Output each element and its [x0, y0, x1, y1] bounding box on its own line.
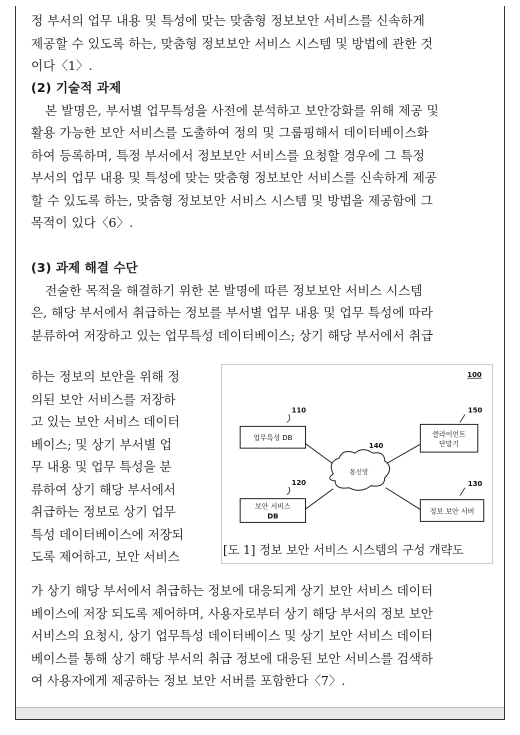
intro-line: 정 부서의 업무 내용 및 특성에 맞는 맞춤형 정보보안 서비스를 신속하게	[31, 13, 425, 28]
connector-line	[304, 489, 334, 511]
paragraph-line: 목적이 있다〈6〉.	[31, 215, 134, 230]
connector-line	[386, 488, 421, 510]
ref-label-client: 150	[467, 406, 483, 415]
paragraph-line: 은, 해당 부서에서 취급하는 정보를 부서별 업무 내용 및 업무 특성에 따라	[31, 305, 433, 320]
ref-label-db1: 110	[291, 406, 307, 415]
section-heading-solution: (3) 과제 해결 수단	[31, 260, 138, 275]
leader-line	[287, 415, 290, 423]
client-label-line2: 단말기	[439, 440, 460, 449]
paragraph-line: 베이스를 통해 상기 해당 부서의 취급 정보에 대응된 보안 서비스를 검색하	[31, 650, 433, 666]
network-label: 통신망	[349, 467, 369, 476]
db2-label-line1: 보안 서비스	[255, 502, 291, 511]
ref-label-db2: 120	[291, 478, 307, 487]
db2-label-line2: DB	[267, 512, 279, 521]
page-bottom-band	[16, 707, 504, 719]
intro-paragraph	[31, 10, 493, 78]
wrap-line: 베이스; 및 상기 부서별 업	[31, 436, 172, 452]
wrap-line: 하는 정보의 보안을 위해 정	[31, 369, 180, 384]
server-label: 정보 보안 서버	[429, 507, 475, 516]
continued-paragraph	[31, 580, 493, 693]
connector-line	[386, 444, 421, 464]
paragraph-line: 베이스에 저장 되도록 제어하며, 사용자로부터 상기 해당 부서의 정보 보안	[31, 605, 433, 621]
intro-line: 이다〈1〉.	[31, 58, 93, 73]
paragraph-line: 서비스의 요청시, 상기 업무특성 데이터베이스 및 상기 보안 서비스 데이터	[31, 628, 433, 643]
wrap-line: 무 내용 및 업무 특성을 분	[31, 459, 172, 474]
figure-caption: [도 1] 정보 보안 서비스 시스템의 구성 개략도	[223, 543, 464, 557]
leader-line	[287, 487, 290, 495]
client-label-line1: 클라이언트	[432, 430, 466, 439]
paragraph-line: 전술한 목적을 해결하기 위한 본 발명에 따른 정보보안 서비스 시스템	[45, 282, 423, 298]
wrap-line: 고 있는 보안 서비스 데이터	[31, 414, 180, 429]
paragraph-line: 하여 등록하며, 특정 부서에서 정보보안 서비스를 요청할 경우에 그 특정	[31, 147, 425, 163]
wrap-line: 도록 제어하고, 보안 서비스	[31, 549, 180, 564]
wrap-line: 류하여 상기 해당 부서에서	[31, 481, 176, 497]
wrapped-text-column	[31, 366, 216, 569]
ref-label-network: 140	[368, 442, 384, 451]
connector-line	[304, 442, 334, 464]
leader-line	[460, 488, 465, 496]
paragraph-line: 가 상기 해당 부서에서 취급하는 정보에 대응되게 상기 보안 서비스 데이터	[31, 583, 433, 598]
paragraph-line: 할 수 있도록 하는, 맞춤형 정보보안 서비스 시스템 및 방법을 제공함에 그	[31, 192, 433, 208]
paragraph-line: 여 사용자에게 제공하는 정보 보안 서버를 포함한다〈7〉.	[31, 673, 346, 688]
db1-label: 업무특성 DB	[253, 434, 293, 443]
paragraph-line: 활용 가능한 보안 서비스를 도출하여 정의 및 그룹핑해서 데이터베이스화	[31, 125, 429, 140]
paragraph-line: 부서의 업무 내용 및 특성에 맞는 맞춤형 정보보안 서비스를 신속하게 제공	[31, 170, 437, 185]
solution-section	[31, 257, 493, 347]
document-page	[15, 6, 505, 720]
intro-line: 제공할 수 있도록 하는, 맞춤형 정보보안 서비스 시스템 및 방법에 관한 것	[31, 35, 433, 51]
ref-label-main: 100	[467, 370, 482, 379]
leader-line	[460, 415, 465, 423]
technical-task-section	[31, 77, 493, 235]
wrap-line: 취급하는 정보로 상기 업무	[31, 504, 176, 519]
section-heading-technical-task: (2) 기술적 과제	[31, 80, 122, 95]
system-diagram-figure	[221, 364, 493, 564]
system-diagram	[222, 365, 492, 563]
paragraph-line: 분류하여 저장하고 있는 업무특성 데이터베이스; 상기 해당 부서에서 취급	[31, 327, 434, 343]
ref-label-server: 130	[467, 479, 483, 488]
wrap-line: 의된 보안 서비스를 저장하	[31, 391, 176, 407]
wrap-line: 특성 데이터베이스에 저장되	[31, 526, 184, 542]
paragraph-line: 본 발명은, 부서별 업무특성을 사전에 분석하고 보안강화를 위해 제공 및	[45, 102, 439, 118]
